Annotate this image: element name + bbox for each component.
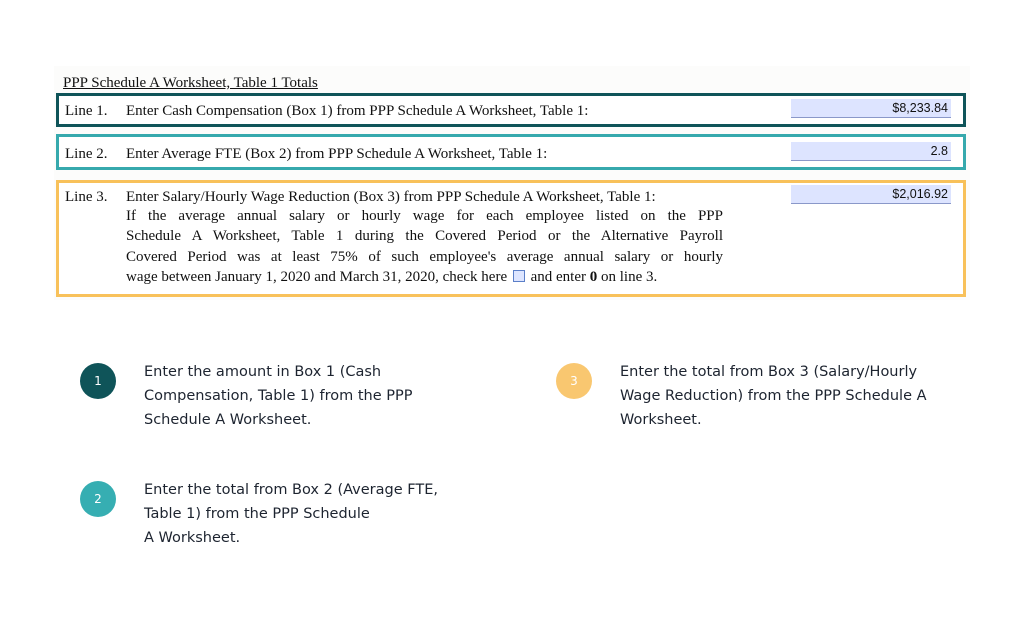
step-2-text: Enter the total from Box 2 (Average FTE, xyxy=(144,482,438,498)
step-1-text: Compensation, Table 1) from the PPP xyxy=(144,388,413,404)
step-3 xyxy=(570,360,960,432)
line-3-number: Line 3. xyxy=(65,189,108,205)
step-2-text: Table 1) from the PPP Schedule xyxy=(144,506,370,522)
line-3-detail-line: wage between January 1, 2020 and March 31, 2020, check here xyxy=(126,268,508,285)
line-3-detail-line: If the average annual salary or hourly wage for each employee listed on the PPP xyxy=(126,208,723,224)
line-3-row xyxy=(56,180,966,297)
reduction-exemption-checkbox[interactable] xyxy=(513,270,525,282)
step-2-number-badge: 2 xyxy=(80,481,116,517)
step-3-text: Worksheet. xyxy=(620,412,702,428)
line-3-detail-line: Covered Period was at least 75% of such employee's average annual salary or hourly xyxy=(126,248,723,265)
step-3-number-badge: 3 xyxy=(556,363,592,399)
step-1 xyxy=(94,360,494,432)
line-3-instructions: If the average annual salary or hourly wage for each employee listed on the PPP Schedule A Worksheet, Table 1 during the Covered Period or the Alternative Payroll Covered Period was at least 75% of such employee's average annual salary or hourly wage between January 1, 2020 and March 31, 2020, check here and enter 0 on line 3. xyxy=(126,208,723,285)
step-3-text: Wage Reduction) from the PPP Schedule A xyxy=(620,388,927,404)
line-2-label: Enter Average FTE (Box 2) from PPP Schedule A Worksheet, Table 1: xyxy=(126,146,548,162)
line-1-amount-field[interactable]: $8,233.84 xyxy=(791,99,951,118)
step-1-text: Enter the amount in Box 1 (Cash xyxy=(144,364,382,380)
step-1-number-badge: 1 xyxy=(80,363,116,399)
line-3-label: Enter Salary/Hourly Wage Reduction (Box 3) from PPP Schedule A Worksheet, Table 1: xyxy=(126,189,656,205)
line-2-number: Line 2. xyxy=(65,146,108,162)
line-1-number: Line 1. xyxy=(65,103,108,119)
step-2 xyxy=(94,478,494,550)
worksheet-title: PPP Schedule A Worksheet, Table 1 Totals xyxy=(63,75,318,91)
step-3-text: Enter the total from Box 3 (Salary/Hourly xyxy=(620,364,918,380)
line-3-amount-field[interactable]: $2,016.92 xyxy=(791,185,951,204)
step-2-text: A Worksheet. xyxy=(144,530,241,546)
line-3-detail-line: Schedule A Worksheet, Table 1 during the Covered Period or the Alternative Payroll xyxy=(126,228,723,245)
line-2-row xyxy=(56,134,966,170)
step-1-text: Schedule A Worksheet. xyxy=(144,412,312,428)
line-1-label: Enter Cash Compensation (Box 1) from PPP Schedule A Worksheet, Table 1: xyxy=(126,103,589,119)
line-1-row xyxy=(56,93,966,127)
line-2-fte-field[interactable]: 2.8 xyxy=(791,142,951,161)
